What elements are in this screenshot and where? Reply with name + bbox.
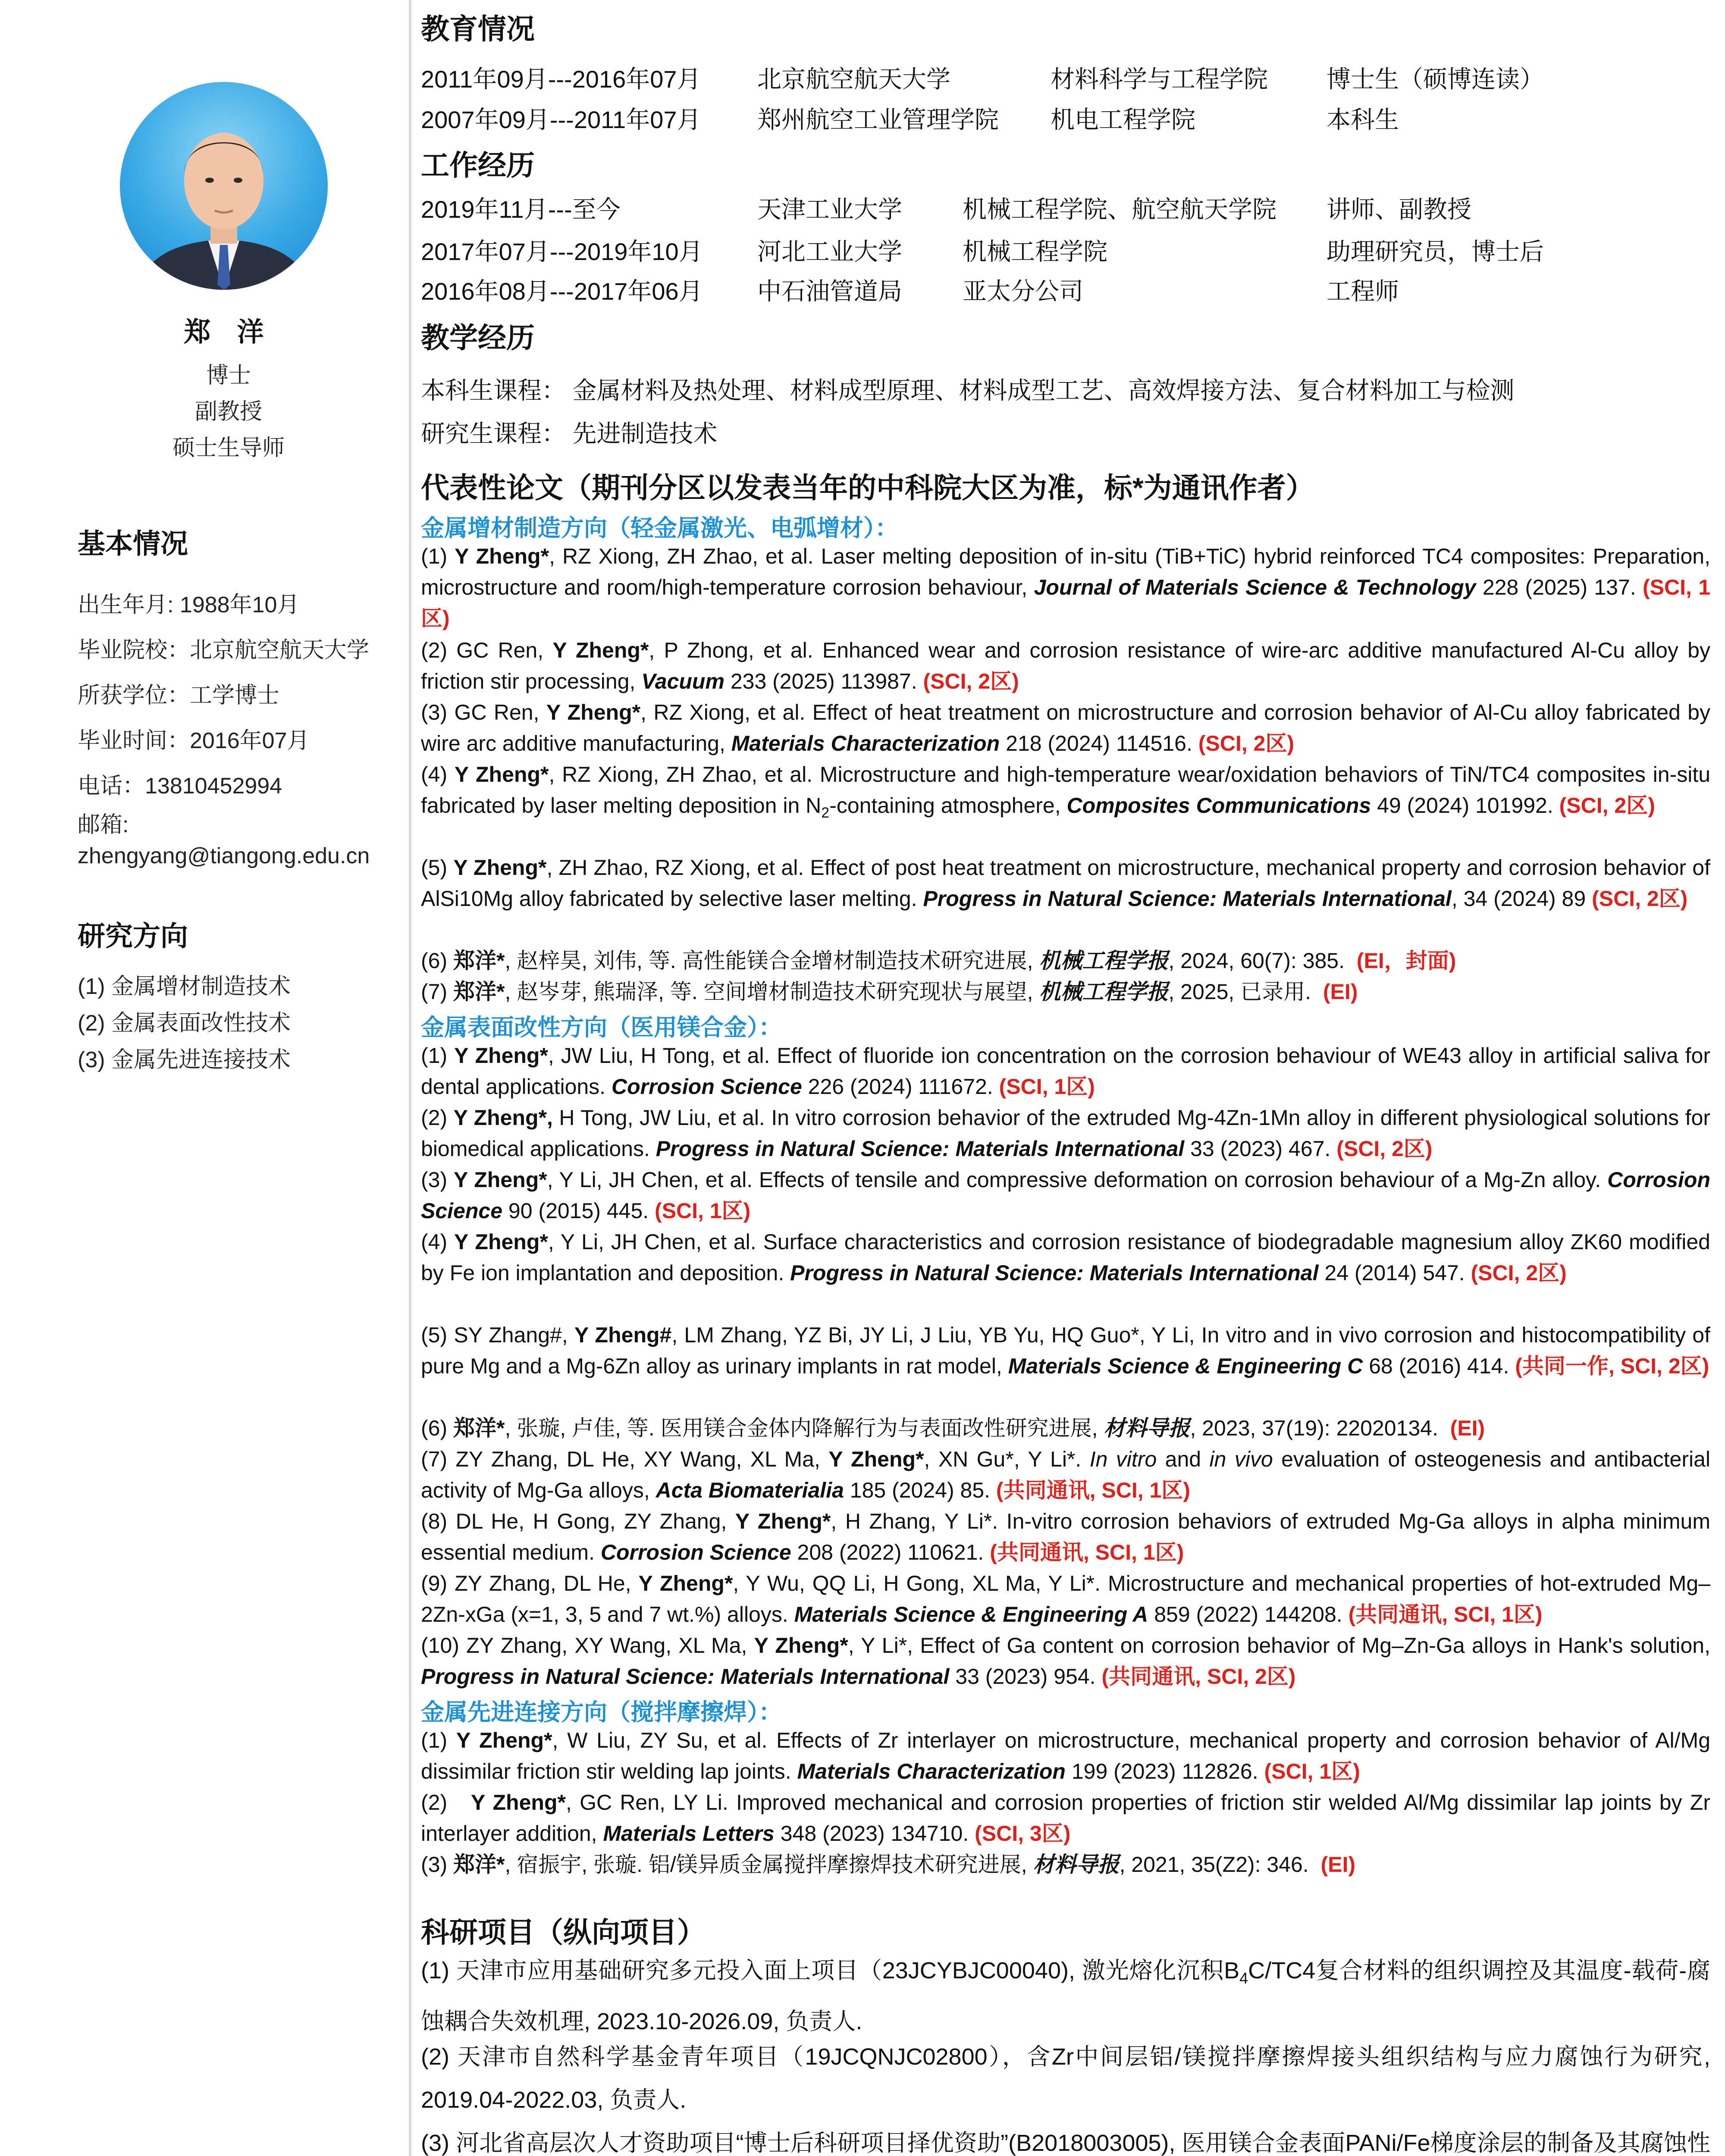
- teaching-grad: 研究生课程： 先进制造技术: [421, 420, 718, 447]
- project-item: (3) 河北省高层次人才资助项目“博士后科研项目择优资助”(B2018003005), 医用镁合金表面PANi/Fe梯度涂层的制备及其腐蚀性: [421, 2130, 1710, 2156]
- edu-school: 郑州航空工业管理学院: [757, 106, 999, 133]
- teaching-undergrad: 本科生课程： 金属材料及热处理、材料成型原理、材料成型工艺、高效焊接方法、复合材料加工与检测: [421, 377, 1515, 404]
- papers-group-joining: 金属先进连接方向（搅拌摩擦焊）：: [421, 1699, 782, 1725]
- paper-item: (1) Y Zheng*, W Liu, ZY Su, et al. Effects of Zr interlayer on microstructure, mechanical property and corrosion behavior of Al/Mg dissimilar friction stir welding lap joints. Materials Characterization 199 (2023) 112826. (SCI, 1区): [421, 1728, 1711, 1783]
- edu-dept: 机电工程学院: [1051, 106, 1195, 133]
- edu-degree: 本科生: [1327, 106, 1399, 133]
- basic-email[interactable]: zhengyang@tiangong.edu.cn: [78, 843, 370, 868]
- work-org: 河北工业大学: [757, 238, 902, 265]
- teaching-heading: 教学经历: [421, 322, 535, 354]
- education-heading: 教育情况: [421, 13, 535, 45]
- paper-item: (5) SY Zhang#, Y Zheng#, LM Zhang, YZ Bi, JY Li, J Liu, YB Yu, HQ Guo*, Y Li, In vitro and in vivo corrosion and histocompatibility of pure Mg and a Mg-6Zn alloy as urinary implants in rat model, Materials Science & Engineering C 68 (2016) 414. (共同一作, SCI, 2区): [421, 1323, 1710, 1378]
- work-title: 助理研究员，博士后: [1327, 238, 1544, 265]
- profile-title: 副教授: [194, 399, 262, 424]
- work-period: 2019年11月---至今: [421, 196, 621, 223]
- work-heading: 工作经历: [421, 149, 535, 181]
- work-dept: 机械工程学院、航空航天学院: [963, 196, 1276, 223]
- work-org: 天津工业大学: [757, 196, 902, 223]
- paper-item: (2) Y Zheng*, GC Ren, LY Li. Improved mechanical and corrosion properties of friction stir welded Al/Mg dissimilar lap joints by Zr interlayer addition, Materials Letters 348 (2023) 134710. (SCI, 3区): [421, 1790, 1710, 1846]
- edu-dept: 材料科学与工程学院: [1051, 66, 1268, 93]
- papers-group-additive: 金属增材制造方向（轻金属激光、电弧增材）：: [421, 515, 898, 541]
- paper-item: (6) 郑洋*, 赵梓昊, 刘伟, 等. 高性能镁合金增材制造技术研究进展, 机械工程学报, 2024, 60(7): 385. (EI，封面): [421, 949, 1456, 973]
- paper-item: (7) ZY Zhang, DL He, XY Wang, XL Ma, Y Zheng*, XN Gu*, Y Li*. In vitro and in vivo evaluation of osteogenesis and antibacterial activity of Mg-Ga alloys, Acta Biomaterialia 185 (2024) 85. (共同通讯, SCI, 1区): [421, 1447, 1711, 1502]
- paper-item: (2) GC Ren, Y Zheng*, P Zhong, et al. Enhanced wear and corrosion resistance of wire-arc additive manufactured Al-Cu alloy by friction stir processing, Vacuum 233 (2025) 113987. (SCI, 2区): [421, 638, 1710, 693]
- research-item: (3) 金属先进连接技术: [78, 1047, 291, 1072]
- edu-period: 2011年09月---2016年07月: [421, 66, 701, 93]
- basic-email-label: 邮箱:: [78, 812, 129, 837]
- paper-item: (3) Y Zheng*, Y Li, JH Chen, et al. Effects of tensile and compressive deformation on corrosion behaviour of a Mg-Zn alloy. Corrosion Science 90 (2015) 445. (SCI, 1区): [421, 1168, 1710, 1223]
- research-item: (2) 金属表面改性技术: [78, 1011, 291, 1036]
- paper-item: (3) 郑洋*, 宿振宇, 张璇. 铝/镁异质金属搅拌摩擦焊技术研究进展, 材料导报, 2021, 35(Z2): 346. (EI): [421, 1852, 1355, 1877]
- main-content: [421, 0, 1715, 2156]
- basic-info-heading: 基本情况: [78, 528, 188, 559]
- edu-period: 2007年09月---2011年07月: [421, 106, 701, 133]
- paper-item: (3) GC Ren, Y Zheng*, RZ Xiong, et al. Effect of heat treatment on microstructure and corrosion behavior of Al-Cu alloy fabricated by wire arc additive manufacturing, Materials Characterization 218 (2024) 114516. (SCI, 2区): [421, 700, 1710, 755]
- paper-item: (8) DL He, H Gong, ZY Zhang, Y Zheng*, H Zhang, Y Li*. In-vitro corrosion behaviors of extruded Mg-Ga alloys in alpha minimum essential medium. Corrosion Science 208 (2022) 110621. (共同通讯, SCI, 1区): [421, 1509, 1710, 1564]
- paper-item: (1) Y Zheng*, JW Liu, H Tong, et al. Effect of fluoride ion concentration on the corrosion behaviour of WE43 alloy in artificial saliva for dental applications. Corrosion Science 226 (2024) 111672. (SCI, 1区): [421, 1044, 1710, 1099]
- paper-item: (1) Y Zheng*, RZ Xiong, ZH Zhao, et al. Laser melting deposition of in-situ (TiB+TiC) hybrid reinforced TC4 composites: Preparation, microstructure and room/high-temperature corrosion behaviour, Journal of Materials Science & Technology 228 (2025) 137. (SCI, 1区): [421, 544, 1711, 630]
- project-item: (1) 天津市应用基础研究多元投入面上项目（23JCYBJC00040), 激光熔化沉积$B_4C/TC4$复合材料的组织调控及其温度-载荷-腐蚀耦合失效机理, 2023.10-2026.09, 负责人.: [421, 1958, 1710, 2034]
- basic-birth: 出生年月: 1988年10月: [78, 592, 300, 617]
- paper-item: (2) Y Zheng*, H Tong, JW Liu, et al. In vitro corrosion behavior of the extruded Mg-4Zn-1Mn alloy in different physiological solutions for biomedical applications. Progress in Natural Science: Materials International 33 (2023) 467. (SCI, 2区): [421, 1106, 1710, 1161]
- work-period: 2017年07月---2019年10月: [421, 238, 703, 265]
- paper-item: (6) 郑洋*, 张璇, 卢佳, 等. 医用镁合金体内降解行为与表面改性研究进展, 材料导报, 2023, 37(19): 22020134. (EI): [421, 1416, 1485, 1440]
- edu-degree: 博士生（硕博连读）: [1327, 66, 1544, 93]
- research-item: (1) 金属增材制造技术: [78, 974, 291, 999]
- basic-degree: 所获学位：工学博士: [78, 683, 280, 708]
- profile-photo: [120, 82, 328, 290]
- research-heading: 研究方向: [78, 921, 188, 952]
- basic-graduation: 毕业时间：2016年07月: [78, 728, 310, 753]
- project-item: (2) 天津市自然科学基金青年项目（19JCQNJC02800），含Zr中间层铝/镁搅拌摩擦焊接头组织结构与应力腐蚀行为研究, 2019.04-2022.03, 负责人.: [421, 2044, 1710, 2113]
- work-dept: 机械工程学院: [963, 238, 1107, 265]
- profile-supervisor: 硕士生导师: [172, 436, 285, 461]
- column-divider: [409, 0, 411, 2156]
- sidebar: [0, 0, 407, 2156]
- work-title: 工程师: [1327, 278, 1399, 305]
- profile-degree: 博士: [206, 363, 251, 388]
- basic-school: 毕业院校：北京航空航天大学: [78, 638, 370, 663]
- work-title: 讲师、副教授: [1327, 196, 1471, 223]
- paper-item: (10) ZY Zhang, XY Wang, XL Ma, Y Zheng*, Y Li*, Effect of Ga content on corrosion behavior of Mg–Zn-Ga alloys in Hank's solution, Progress in Natural Science: Materials International 33 (2023) 954. (共同通讯, SCI, 2区): [421, 1633, 1710, 1689]
- work-dept: 亚太分公司: [963, 278, 1083, 305]
- basic-phone: 电话：13810452994: [78, 774, 282, 799]
- work-period: 2016年08月---2017年06月: [421, 278, 703, 305]
- papers-heading: 代表性论文（期刊分区以发表当年的中科院大区为准，标*为通讯作者）: [421, 472, 1314, 504]
- paper-item: (4) Y Zheng*, RZ Xiong, ZH Zhao, et al. Microstructure and high-temperature wear/oxidation behaviors of TiN/TC4 composites in-situ fabricated by laser melting deposition in $N_2$-containing atmosphere, Composites Communications 49 (2024) 101992. (SCI, 2区): [421, 762, 1711, 821]
- work-org: 中石油管道局: [757, 278, 902, 305]
- projects-heading: 科研项目（纵向项目）: [421, 1916, 706, 1948]
- edu-school: 北京航空航天大学: [757, 66, 950, 93]
- paper-item: (7) 郑洋*, 赵岑芽, 熊瑞泽, 等. 空间增材制造技术研究现状与展望, 机械工程学报, 2025, 已录用. (EI): [421, 980, 1358, 1004]
- paper-item: (5) Y Zheng*, ZH Zhao, RZ Xiong, et al. Effect of post heat treatment on microstructure, mechanical property and corrosion behavior of AlSi10Mg alloy fabricated by selective laser melting. Progress in Natural Science: Materials International, 34 (2024) 89 (SCI, 2区): [421, 856, 1710, 911]
- profile-name: 郑 洋: [184, 317, 273, 347]
- paper-item: (9) ZY Zhang, DL He, Y Zheng*, Y Wu, QQ Li, H Gong, XL Ma, Y Li*. Microstructure and mechanical properties of hot-extruded Mg–2Zn-xGa (x=1, 3, 5 and 7 wt.%) alloys. Materials Science & Engineering A 859 (2022) 144208. (共同通讯, SCI, 1区): [421, 1571, 1710, 1626]
- papers-group-surface: 金属表面改性方向（医用镁合金）：: [421, 1015, 782, 1040]
- paper-item: (4) Y Zheng*, Y Li, JH Chen, et al. Surface characteristics and corrosion resistance of biodegradable magnesium alloy ZK60 modified by Fe ion implantation and deposition. Progress in Natural Science: Materials International 24 (2014) 547. (SCI, 2区): [421, 1230, 1710, 1285]
